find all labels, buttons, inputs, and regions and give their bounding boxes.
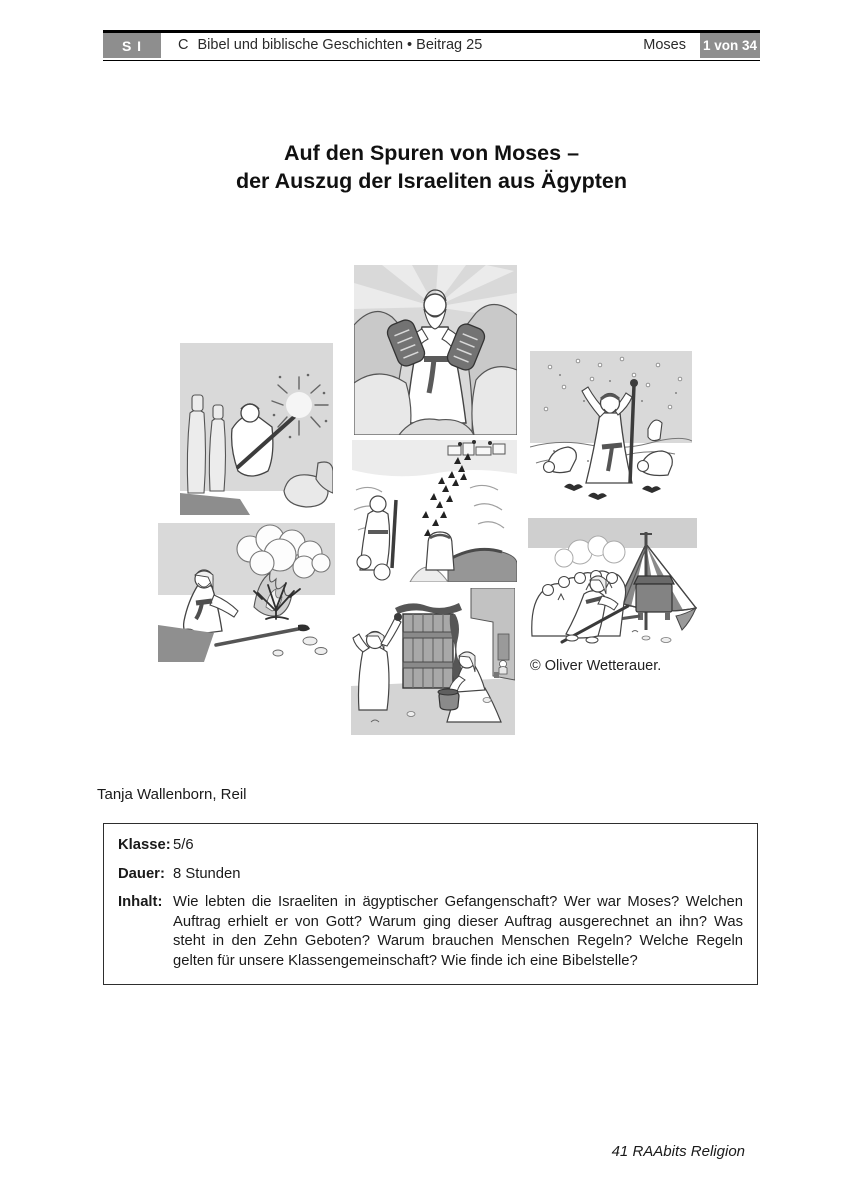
illustration-credit: © Oliver Wetterauer. [530,658,662,674]
illustration-burning-bush [158,523,335,662]
exodus-scene [352,440,517,582]
series-title [178,37,482,53]
illustration-water-from-rock [180,343,333,515]
info-row-dauer [118,865,743,885]
page-header [103,33,760,58]
marked-door [395,603,462,688]
info-row-klasse [118,836,743,856]
page-title-line2: der Auszug der Israeliten aus Ägypten [235,168,628,193]
footer-edition: 41 RAAbits Religion [611,1143,745,1160]
author-line: Tanja Wallenborn, Reil [97,786,247,803]
illustration-ten-commandments [354,265,517,435]
header-bottom-rule [103,60,760,61]
series-letter: C [178,37,189,53]
school-level-badge: S I [103,33,161,58]
illustration-tent-of-meeting [528,518,697,647]
inhalt-value: Wie lebten die Israeliten in ägyptischer Gefangenschaft? Wer war Moses? Welchen Auftrag erhielt er von Gott? Warum ging dieser Auftrag ausgerechnet an ihn? Was steht in den Zehn Geboten? Warum brauchen Menschen Regeln? Welche Regeln gelten für unsere Klassengemeinschaft? Wie finde ich eine Bibelstelle? [173,894,743,969]
illustration-manna [530,351,692,505]
page-title-line1: Auf den Spuren von Moses – [283,141,580,165]
inhalt-label: Inhalt: [118,894,163,910]
tent-scene [528,518,697,647]
lesson-info-box [103,823,758,985]
topic-label: Moses [643,37,686,53]
manna-scene [530,351,692,505]
page-number-badge: 1 von 34 [700,33,760,58]
illustration-exodus-procession [352,440,517,582]
water-from-rock-scene [180,343,333,515]
info-row-inhalt [118,893,743,971]
klasse-value: 5/6 [173,837,194,853]
klasse-label: Klasse: [118,837,171,853]
ten-commandments-scene [354,265,517,435]
series-text: Bibel und biblische Geschichten • Beitrag 25 [197,37,483,53]
burning-bush-scene [158,523,335,662]
dauer-value: 8 Stunden [173,865,241,882]
page-title [103,140,760,195]
illustration-passover-door [351,588,515,735]
dauer-label: Dauer: [118,865,165,882]
passover-scene [351,588,515,735]
